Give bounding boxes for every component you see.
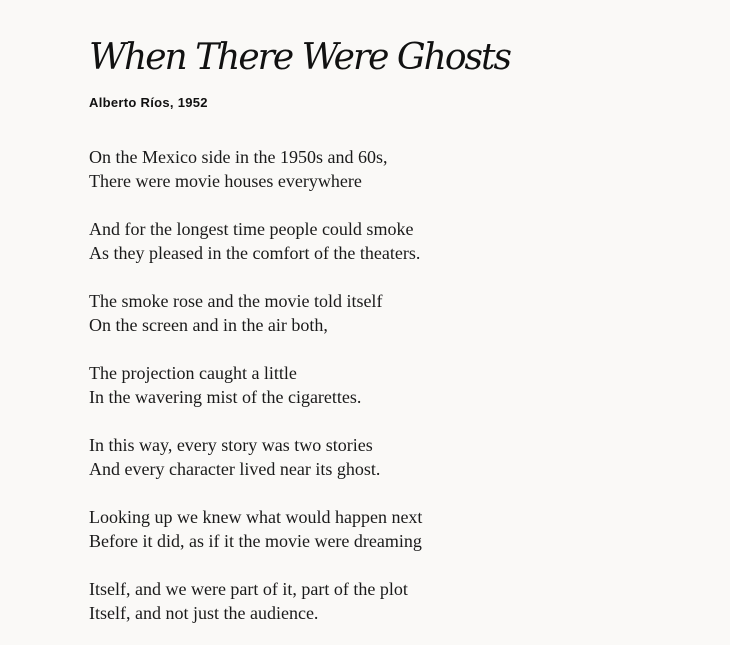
poem-line: And for the longest time people could smoke [89,219,414,239]
poem-stanza [89,145,689,193]
poem-line: As they pleased in the comfort of the theaters. [89,243,421,263]
poem-stanza [89,505,689,553]
poem-line: Looking up we knew what would happen next [89,507,423,527]
poem-body [89,145,689,625]
poem-line: On the screen and in the air both, [89,315,328,335]
poem-stanza [89,577,689,625]
poem-line: And every character lived near its ghost. [89,459,381,479]
poem-line: Before it did, as if it the movie were dreaming [89,531,422,551]
poem-title: When There Were Ghosts [89,37,510,78]
poem-line: There were movie houses everywhere [89,171,362,191]
poem-line: Itself, and we were part of it, part of the plot [89,579,408,599]
poem-byline: Alberto Ríos, 1952 [89,95,208,110]
poem-stanza [89,217,689,265]
poem-line: On the Mexico side in the 1950s and 60s, [89,147,388,167]
poem-stanza [89,289,689,337]
poem-stanza [89,361,689,409]
poem-line: The smoke rose and the movie told itself [89,291,383,311]
poem-stanza [89,433,689,481]
poem-line: In this way, every story was two stories [89,435,373,455]
poem-line: In the wavering mist of the cigarettes. [89,387,362,407]
poem-line: The projection caught a little [89,363,297,383]
poem-content [89,36,689,645]
poem-line: Itself, and not just the audience. [89,603,319,623]
